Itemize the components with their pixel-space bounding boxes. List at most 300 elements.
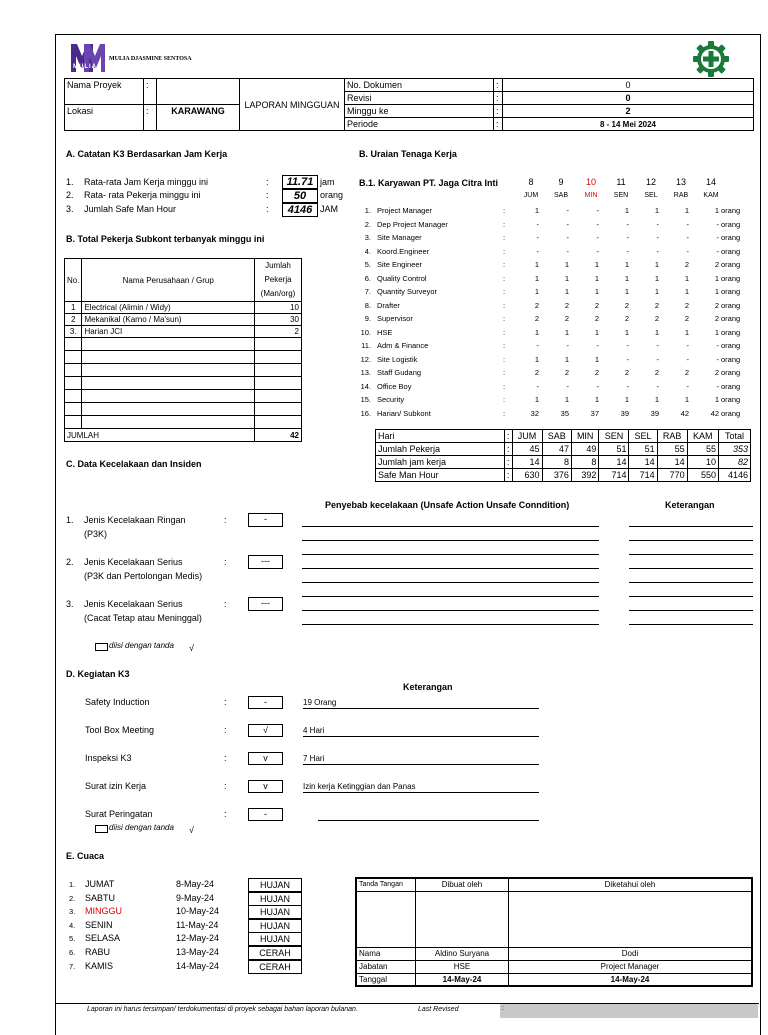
labor-cell: 1 bbox=[624, 327, 629, 337]
labor-row-name: Office Boy bbox=[377, 381, 412, 391]
minggu-value: 2 bbox=[503, 105, 754, 118]
labor-row-unit: orang bbox=[721, 233, 741, 242]
date-col-12: 12 bbox=[645, 177, 656, 187]
cause-line bbox=[302, 610, 599, 611]
subkont-table: No. Nama Perusahaan / Grup Jumlah Pekerja (Man/org) 1 Electrical (Alimin / Widy) 10 2 Mekanikal (Karno / Ma'sun) 30 3. Harian JCI 2 JUMLAH 42 bbox=[64, 258, 302, 442]
date-col-9: 9 bbox=[558, 177, 564, 187]
day-col-0: JUM bbox=[523, 192, 539, 199]
labor-cell: 32 bbox=[530, 408, 539, 418]
labor-row-name: Adm & Finance bbox=[377, 341, 429, 350]
nama-proyek-label: Nama Proyek bbox=[65, 79, 144, 92]
labor-row-unit: orang bbox=[721, 354, 741, 364]
labor-row-colon: : bbox=[503, 300, 506, 310]
weather-date: 8-May-24 bbox=[176, 879, 215, 889]
labor-cell: 2 bbox=[684, 314, 689, 323]
weather-value: HUJAN bbox=[248, 905, 302, 919]
weather-day: KAMIS bbox=[85, 960, 114, 971]
date-col-14: 14 bbox=[705, 177, 716, 187]
activity-label: Tool Box Meeting bbox=[85, 725, 155, 735]
labor-cell: 2 bbox=[624, 314, 629, 323]
labor-row-colon: : bbox=[503, 341, 506, 350]
ket-line bbox=[629, 568, 753, 569]
activity-ket: Izin kerja Ketinggian dan Panas bbox=[303, 782, 416, 791]
cause-line bbox=[302, 624, 599, 625]
labor-cell: - bbox=[596, 233, 599, 242]
labor-row-unit: orang bbox=[721, 300, 741, 310]
labor-cell: - bbox=[716, 354, 719, 364]
labor-cell: - bbox=[626, 219, 629, 229]
labor-cell: 1 bbox=[534, 327, 539, 337]
labor-cell: 1 bbox=[594, 395, 599, 404]
cause-line bbox=[302, 568, 599, 569]
labor-cell: 2 bbox=[594, 368, 599, 377]
weather-day: JUMAT bbox=[85, 879, 115, 889]
labor-cell: 1 bbox=[594, 287, 599, 296]
labor-row-colon: : bbox=[503, 395, 506, 404]
labor-cell: - bbox=[566, 219, 569, 229]
weather-day: SENIN bbox=[85, 919, 113, 930]
ket-line bbox=[629, 554, 753, 555]
labor-cell: - bbox=[626, 233, 629, 242]
date-col-11: 11 bbox=[616, 177, 626, 187]
lokasi-label: Lokasi bbox=[65, 105, 144, 118]
labor-summary-table: Hari : JUM SAB MIN SEN SEL RAB KAM Total Jumlah Pekerja : 45 47 49 51 51 55 55 353 Jumlah jam kerja : 14 8 8 14 14 14 10 82 Safe Man Hour : 630 376 392 714 714 770 550 4146 bbox=[375, 429, 751, 482]
labor-cell: 35 bbox=[560, 408, 569, 418]
table-row: Jumlah jam kerja : 14 8 8 14 14 14 10 82 bbox=[376, 456, 751, 469]
labor-cell: 2 bbox=[594, 314, 599, 323]
weather-date: 10-May-24 bbox=[176, 906, 220, 917]
labor-row-name: Harian/ Subkont bbox=[377, 408, 431, 418]
subkont-total: 42 bbox=[255, 429, 302, 442]
labor-cell: 1 bbox=[534, 354, 539, 364]
last-revised-label: Last Revised bbox=[418, 1006, 459, 1013]
activity-colon: : bbox=[224, 781, 227, 791]
date-col-10: 10 bbox=[585, 177, 596, 187]
labor-cell: 2 bbox=[564, 300, 569, 310]
labor-cell: 1 bbox=[654, 327, 659, 337]
labor-cell: - bbox=[656, 354, 659, 364]
labor-row-no: 13. bbox=[360, 368, 371, 377]
labor-cell: 1 bbox=[714, 287, 719, 296]
labor-cell: - bbox=[596, 219, 599, 229]
day-col-2: MIN bbox=[584, 192, 598, 199]
labor-row-no: 15. bbox=[360, 395, 371, 404]
periode-value: 8 - 14 Mei 2024 bbox=[503, 118, 754, 131]
labor-cell: 1 bbox=[684, 395, 689, 404]
labor-cell: 1 bbox=[594, 273, 599, 283]
day-col-1: SAB bbox=[553, 192, 568, 199]
labor-cell: - bbox=[626, 354, 629, 364]
labor-cell: 2 bbox=[714, 368, 719, 377]
weather-value: CERAH bbox=[248, 960, 302, 974]
cause-line bbox=[302, 526, 599, 527]
section-a-title: A. Catatan K3 Berdasarkan Jam Kerja bbox=[66, 149, 228, 159]
section-d-title: D. Kegiatan K3 bbox=[66, 669, 130, 679]
day-col-6: KAM bbox=[703, 192, 719, 199]
weather-day: RABU bbox=[85, 947, 111, 957]
weather-no: 6. bbox=[69, 948, 76, 957]
activity-check-box[interactable]: √ bbox=[248, 724, 283, 737]
labor-cell: - bbox=[716, 233, 719, 242]
labor-row-name: HSE bbox=[377, 327, 393, 337]
cause-line bbox=[302, 582, 599, 583]
labor-cell: - bbox=[686, 381, 689, 391]
labor-cell: - bbox=[596, 381, 599, 391]
labor-cell: 42 bbox=[680, 408, 689, 418]
check-mark-d: √ bbox=[189, 825, 194, 835]
signature-diketahui[interactable] bbox=[509, 891, 753, 947]
labor-cell: 2 bbox=[654, 314, 659, 323]
labor-row-colon: : bbox=[503, 260, 506, 269]
activity-line bbox=[303, 736, 539, 737]
labor-row-colon: : bbox=[503, 246, 506, 256]
labor-row-colon: : bbox=[503, 314, 506, 323]
cause-line bbox=[302, 540, 599, 541]
legend-box-d bbox=[95, 825, 108, 833]
labor-cell: - bbox=[656, 341, 659, 350]
labor-cell: 2 bbox=[594, 300, 599, 310]
labor-cell: - bbox=[686, 233, 689, 242]
activity-line bbox=[303, 708, 539, 709]
labor-cell: 1 bbox=[594, 260, 599, 269]
legend-note-c: diisi dengan tanda bbox=[109, 641, 174, 650]
labor-cell: 2 bbox=[714, 300, 719, 310]
labor-row-colon: : bbox=[503, 219, 506, 229]
section-b-title: B. Total Pekerja Subkont terbanyak minggu ini bbox=[66, 234, 265, 244]
revisi-value: 0 bbox=[503, 92, 754, 105]
weather-day: SABTU bbox=[85, 892, 116, 903]
labor-cell: 1 bbox=[564, 273, 569, 283]
logo-text: MULIA bbox=[73, 64, 97, 70]
labor-cell: 1 bbox=[624, 206, 629, 215]
labor-cell: - bbox=[536, 341, 539, 350]
labor-row-no: 10. bbox=[360, 327, 371, 337]
section-b-right-title: B. Uraian Tenaga Kerja bbox=[359, 149, 457, 159]
labor-row-unit: orang bbox=[721, 381, 741, 391]
labor-cell: - bbox=[566, 206, 569, 215]
labor-cell: 2 bbox=[534, 300, 539, 310]
activity-line bbox=[303, 764, 539, 765]
labor-row-no: 8. bbox=[364, 300, 371, 310]
labor-cell: 1 bbox=[534, 273, 539, 283]
labor-cell: - bbox=[566, 381, 569, 391]
labor-cell: - bbox=[656, 246, 659, 256]
company-name: MULIA DJASMINE SENTOSA bbox=[109, 56, 192, 62]
accident-3-box[interactable]: --- bbox=[248, 597, 283, 611]
labor-cell: 2 bbox=[684, 300, 689, 310]
activity-colon: : bbox=[224, 697, 227, 707]
ket-line bbox=[629, 582, 753, 583]
section-a-rows: 1. Rata-rata Jam Kerja minggu ini : 11.71 jam 2. Rata- rata Pekerja minggu ini : 50 orang 3. Jumlah Safe Man Hour : 4146 JAM bbox=[66, 176, 344, 216]
labor-row-name: Security bbox=[377, 395, 405, 404]
labor-row-name: Site Engineer bbox=[377, 260, 423, 269]
weather-value: HUJAN bbox=[248, 892, 302, 906]
activity-check-box[interactable]: - bbox=[248, 696, 283, 709]
labor-cell: 2 bbox=[684, 260, 689, 269]
labor-cell: - bbox=[656, 381, 659, 391]
labor-cell: 1 bbox=[564, 354, 569, 364]
labor-cell: 1 bbox=[654, 273, 659, 283]
labor-row-unit: orang bbox=[721, 260, 741, 269]
table-row: Safe Man Hour : 630 376 392 714 714 770 550 4146 bbox=[376, 469, 751, 482]
labor-cell: - bbox=[716, 341, 719, 350]
weather-date: 14-May-24 bbox=[176, 960, 220, 971]
labor-row-no: 1. bbox=[364, 206, 371, 215]
labor-row-colon: : bbox=[503, 327, 506, 337]
activity-colon: : bbox=[224, 753, 227, 763]
labor-cell: 1 bbox=[624, 273, 629, 283]
weather-no: 3. bbox=[69, 907, 76, 917]
ket-line bbox=[629, 526, 753, 527]
activity-check-box[interactable]: v bbox=[248, 780, 283, 793]
labor-row-no: 3. bbox=[364, 233, 371, 242]
cause-header: Penyebab kecelakaan (Unsafe Action Unsafe Conndition) bbox=[325, 500, 570, 510]
labor-subtitle: B.1. Karyawan PT. Jaga Citra Inti bbox=[359, 178, 499, 188]
labor-row-name: Site Manager bbox=[377, 233, 422, 242]
labor-cell: 1 bbox=[534, 206, 539, 215]
labor-cell: - bbox=[626, 341, 629, 350]
labor-cell: 2 bbox=[654, 368, 659, 377]
ket-header-d: Keterangan bbox=[403, 682, 453, 692]
labor-row-no: 14. bbox=[360, 381, 371, 391]
no-dokumen-value: 0 bbox=[503, 79, 754, 92]
labor-cell: 1 bbox=[534, 395, 539, 404]
section-c-title: C. Data Kecelakaan dan Insiden bbox=[66, 459, 202, 469]
labor-cell: - bbox=[656, 219, 659, 229]
labor-cell: 1 bbox=[654, 260, 659, 269]
labor-row-name: Koord.Engineer bbox=[377, 246, 430, 256]
table-row: 3. Harian JCI 2 bbox=[65, 326, 302, 338]
labor-row-unit: orang bbox=[721, 206, 741, 215]
date-col-8: 8 bbox=[528, 177, 534, 187]
weather-no: 4. bbox=[69, 920, 76, 930]
labor-cell: 1 bbox=[594, 354, 599, 364]
labor-row-no: 16. bbox=[360, 408, 371, 418]
weather-value: HUJAN bbox=[248, 919, 302, 933]
table-row: 2 Mekanikal (Karno / Ma'sun) 30 bbox=[65, 314, 302, 326]
legend-box-c bbox=[95, 643, 108, 651]
activity-line bbox=[318, 820, 539, 821]
check-mark-c: √ bbox=[189, 643, 194, 653]
report-title: LAPORAN MINGGUAN bbox=[240, 79, 345, 131]
labor-cell: 1 bbox=[684, 273, 689, 283]
labor-cell: 2 bbox=[624, 300, 629, 310]
weather-no: 1. bbox=[69, 880, 76, 889]
labor-table bbox=[0, 0, 768, 490]
labor-cell: 1 bbox=[564, 287, 569, 296]
labor-cell: - bbox=[596, 206, 599, 215]
labor-cell: - bbox=[566, 341, 569, 350]
weather-value: HUJAN bbox=[248, 878, 302, 892]
labor-cell: - bbox=[596, 341, 599, 350]
labor-row-unit: orang bbox=[721, 246, 741, 256]
weather-date: 12-May-24 bbox=[176, 933, 220, 944]
labor-cell: - bbox=[536, 219, 539, 229]
labor-cell: 1 bbox=[534, 287, 539, 296]
weather-date: 9-May-24 bbox=[176, 892, 215, 903]
activity-check-box[interactable]: v bbox=[248, 752, 283, 765]
labor-cell: - bbox=[716, 219, 719, 229]
activity-label: Surat Peringatan bbox=[85, 809, 153, 819]
date-col-13: 13 bbox=[675, 177, 686, 187]
labor-row-no: 6. bbox=[364, 273, 371, 283]
labor-cell: 1 bbox=[564, 327, 569, 337]
labor-cell: 1 bbox=[624, 287, 629, 296]
labor-row-unit: orang bbox=[721, 408, 741, 418]
lokasi-value: KARAWANG bbox=[157, 105, 240, 118]
accident-1-box[interactable]: - bbox=[248, 513, 283, 527]
labor-cell: 2 bbox=[564, 368, 569, 377]
labor-row-colon: : bbox=[503, 287, 506, 296]
labor-cell: - bbox=[656, 233, 659, 242]
labor-cell: 1 bbox=[564, 260, 569, 269]
labor-cell: - bbox=[566, 233, 569, 242]
activity-label: Safety Induction bbox=[85, 697, 150, 707]
labor-cell: 2 bbox=[714, 260, 719, 269]
labor-cell: 2 bbox=[654, 300, 659, 310]
ket-line bbox=[629, 540, 753, 541]
labor-cell: 37 bbox=[590, 408, 599, 418]
day-col-3: SEN bbox=[613, 192, 629, 199]
labor-row-no: 5. bbox=[364, 260, 371, 269]
labor-row-no: 11. bbox=[361, 341, 371, 350]
labor-cell: 1 bbox=[684, 206, 689, 215]
labor-row-unit: orang bbox=[721, 368, 741, 377]
labor-row-no: 9. bbox=[364, 314, 371, 323]
labor-row-colon: : bbox=[503, 408, 506, 418]
legend-note-d: diisi dengan tanda bbox=[109, 823, 174, 832]
day-col-4: SEL bbox=[644, 192, 658, 199]
labor-row-name: Project Manager bbox=[377, 206, 433, 215]
labor-row-unit: orang bbox=[721, 287, 741, 296]
labor-cell: - bbox=[686, 341, 689, 350]
activity-line bbox=[303, 792, 539, 793]
labor-row-colon: : bbox=[503, 381, 506, 391]
labor-cell: - bbox=[716, 246, 719, 256]
labor-cell: 1 bbox=[714, 206, 719, 215]
labor-row-name: Supervisor bbox=[377, 314, 413, 323]
weather-day: SELASA bbox=[85, 933, 121, 944]
labor-cell: 1 bbox=[714, 327, 719, 337]
labor-cell: - bbox=[686, 354, 689, 364]
labor-cell: - bbox=[626, 246, 629, 256]
footer-note: Laporan ini harus tersimpan/ terdokumentasi di proyek sebagai bahan laporan bulanan. bbox=[87, 1006, 358, 1013]
accident-2-box[interactable]: --- bbox=[248, 555, 283, 569]
weather-date: 13-May-24 bbox=[176, 947, 220, 957]
activity-ket: 7 Hari bbox=[303, 754, 325, 763]
labor-cell: 2 bbox=[714, 314, 719, 323]
signature-dibuat[interactable] bbox=[416, 891, 509, 947]
safe-man-hour-value: 4146 bbox=[282, 203, 318, 217]
labor-cell: - bbox=[536, 381, 539, 391]
avg-hours-value: 11.71 bbox=[282, 175, 318, 189]
labor-cell: - bbox=[536, 246, 539, 256]
activity-label: Surat izin Kerja bbox=[85, 781, 147, 791]
labor-cell: - bbox=[716, 381, 719, 391]
labor-row-name: Drafter bbox=[377, 300, 400, 310]
avg-workers-value: 50 bbox=[282, 189, 318, 203]
labor-row-colon: : bbox=[503, 354, 506, 364]
labor-row-colon: : bbox=[503, 368, 506, 377]
labor-cell: 42 bbox=[710, 408, 719, 418]
labor-row-name: Quality Control bbox=[377, 273, 427, 283]
labor-cell: - bbox=[686, 219, 689, 229]
labor-cell: - bbox=[626, 381, 629, 391]
labor-row-colon: : bbox=[503, 233, 506, 242]
labor-cell: 1 bbox=[594, 327, 599, 337]
labor-row-unit: orang bbox=[721, 273, 741, 283]
labor-cell: - bbox=[566, 246, 569, 256]
section-e-title: E. Cuaca bbox=[66, 851, 105, 861]
day-col-5: RAB bbox=[673, 192, 689, 199]
cause-line bbox=[302, 554, 599, 555]
labor-cell: 2 bbox=[624, 368, 629, 377]
activity-colon: : bbox=[224, 725, 227, 735]
labor-row-unit: orang bbox=[721, 327, 741, 337]
labor-cell: - bbox=[536, 233, 539, 242]
labor-cell: 1 bbox=[654, 395, 659, 404]
table-row: Jumlah Pekerja : 45 47 49 51 51 55 55 353 bbox=[376, 443, 751, 456]
weather-date: 11-May-24 bbox=[176, 919, 219, 930]
weather-no: 5. bbox=[69, 934, 76, 944]
ket-header-c: Keterangan bbox=[665, 500, 715, 510]
labor-row-name: Quantity Surveyor bbox=[377, 287, 438, 296]
cause-line bbox=[302, 596, 599, 597]
labor-cell: 1 bbox=[684, 287, 689, 296]
labor-row-name: Staff Gudang bbox=[377, 368, 422, 377]
signature-table: Tanda Tangan Dibuat oleh Diketahui oleh Nama Aldino Suryana Dodi Jabatan HSE Project Manager Tanggal 14-May-24 14-May-24 bbox=[355, 877, 753, 987]
labor-row-unit: orang bbox=[721, 314, 741, 323]
labor-row-no: 7. bbox=[364, 287, 371, 296]
weather-day: MINGGU bbox=[85, 906, 122, 917]
labor-row-no: 12. bbox=[360, 354, 371, 364]
labor-cell: 1 bbox=[534, 260, 539, 269]
labor-cell: 1 bbox=[654, 287, 659, 296]
labor-cell: 1 bbox=[714, 395, 719, 404]
labor-cell: 39 bbox=[620, 408, 629, 418]
weather-value: HUJAN bbox=[248, 932, 302, 946]
ket-line bbox=[629, 596, 753, 597]
weather-no: 2. bbox=[69, 893, 76, 903]
activity-ket: 4 Hari bbox=[303, 726, 325, 735]
labor-cell: 1 bbox=[684, 327, 689, 337]
labor-cell: 1 bbox=[564, 395, 569, 404]
header-table: Nama Proyek : LAPORAN MINGGUAN No. Dokumen : 0 Revisi : 0 Lokasi : KARAWANG Minggu ke : 2 Periode : 8 - 14 Mei 2024 bbox=[64, 78, 754, 131]
labor-cell: 1 bbox=[714, 273, 719, 283]
labor-row-no: 4. bbox=[364, 246, 371, 256]
labor-cell: 1 bbox=[624, 260, 629, 269]
ket-line bbox=[629, 624, 753, 625]
labor-row-colon: : bbox=[503, 273, 506, 283]
labor-cell: - bbox=[686, 246, 689, 256]
labor-cell: 1 bbox=[654, 206, 659, 215]
labor-cell: - bbox=[596, 246, 599, 256]
activity-check-box[interactable]: - bbox=[248, 808, 283, 821]
labor-cell: 1 bbox=[624, 395, 629, 404]
labor-row-unit: orang bbox=[721, 341, 741, 350]
labor-row-no: 2. bbox=[364, 219, 371, 229]
activity-label: Inspeksi K3 bbox=[85, 753, 132, 763]
labor-row-name: Dep Project Manager bbox=[377, 219, 448, 229]
labor-cell: 2 bbox=[534, 314, 539, 323]
labor-row-colon: : bbox=[503, 206, 506, 215]
weather-no: 7. bbox=[69, 961, 76, 971]
labor-cell: 2 bbox=[684, 368, 689, 377]
table-row: 1 Electrical (Alimin / Widy) 10 bbox=[65, 302, 302, 314]
labor-cell: 39 bbox=[650, 408, 659, 418]
labor-row-unit: orang bbox=[721, 395, 741, 404]
last-revised-field bbox=[500, 1004, 758, 1018]
